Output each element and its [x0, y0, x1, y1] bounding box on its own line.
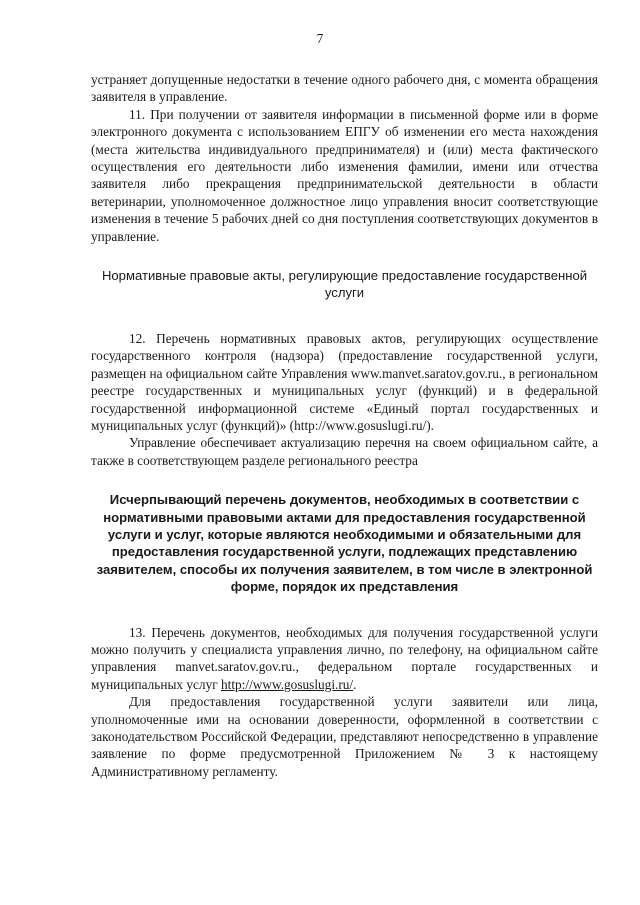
- section-heading-document-list: Исчерпывающий перечень документов, необходимых в соответствии с нормативными правовыми актами для предоставления государственной услуги и услуг, которые являются необходимыми и обязательными для предоставления государственной услуги, подлежащих представлению заявителем, способы их получения заявителем, в том числе в электронной форме, порядок их представления: [96, 492, 593, 595]
- paragraph-13-application: Для предоставления государственной услуги заявители или лица, уполномоченные ими на основании доверенности, оформленной в соответствии с законодательством Российской Федерации, представляют непосредственно в управление заявление по форме предусмотренной Приложением № 3 к настоящему Административному регламенту.: [91, 694, 598, 779]
- paragraph-13-end: .: [353, 676, 357, 692]
- paragraph-continuation: устраняет допущенные недостатки в течение одного рабочего дня, с момента обращения заявителя в управление.: [91, 72, 598, 105]
- page-number: 7: [316, 31, 324, 46]
- section-heading-normative-acts: Нормативные правовые акты, регулирующие предоставление государственной услуги: [101, 268, 588, 301]
- paragraph-13: [91, 624, 598, 694]
- paragraph-13-text: 13. Перечень документов, необходимых для получения государственной услуги можно получить у специалиста управления лично, по телефону, на официальном сайте управления manvet.saratov.gov.ru., федеральном портале государственных и муниципальных услуг: [91, 624, 598, 692]
- gosuslugi-link[interactable]: http://www.gosuslugi.ru/: [221, 676, 354, 692]
- paragraph-12: 12. Перечень нормативных правовых актов, регулирующих осуществление государственного контроля (надзора) (предоставление государственной услуги, размещен на официальном сайте Управления www.manvet.saratov.gov.ru., в региональном реестре государственных и муниципальных услуг (функций) и в федеральной государственной информационной системе «Единый портал государственных и муниципальных услуг (функций)» (http://www.gosuslugi.ru/).: [91, 330, 598, 433]
- document-body: [91, 71, 598, 780]
- paragraph-12-actualization: Управление обеспечивает актуализацию перечня на своем официальном сайте, а также в соответствующем разделе регионального реестра: [91, 435, 598, 468]
- paragraph-11: 11. При получении от заявителя информации в письменной форме или в форме электронного документа с использованием ЕПГУ об изменении его места нахождения (места жительства индивидуального предпринимателя) и (или) места фактического осуществления его деятельности либо изменения фамилии, имени или отчества заявителя либо прекращения предпринимательской деятельности в области ветеринарии, уполномоченное должностное лицо управления вносит соответствующие изменения в течение 5 рабочих дней со дня поступления соответствующих документов в управление.: [91, 106, 598, 244]
